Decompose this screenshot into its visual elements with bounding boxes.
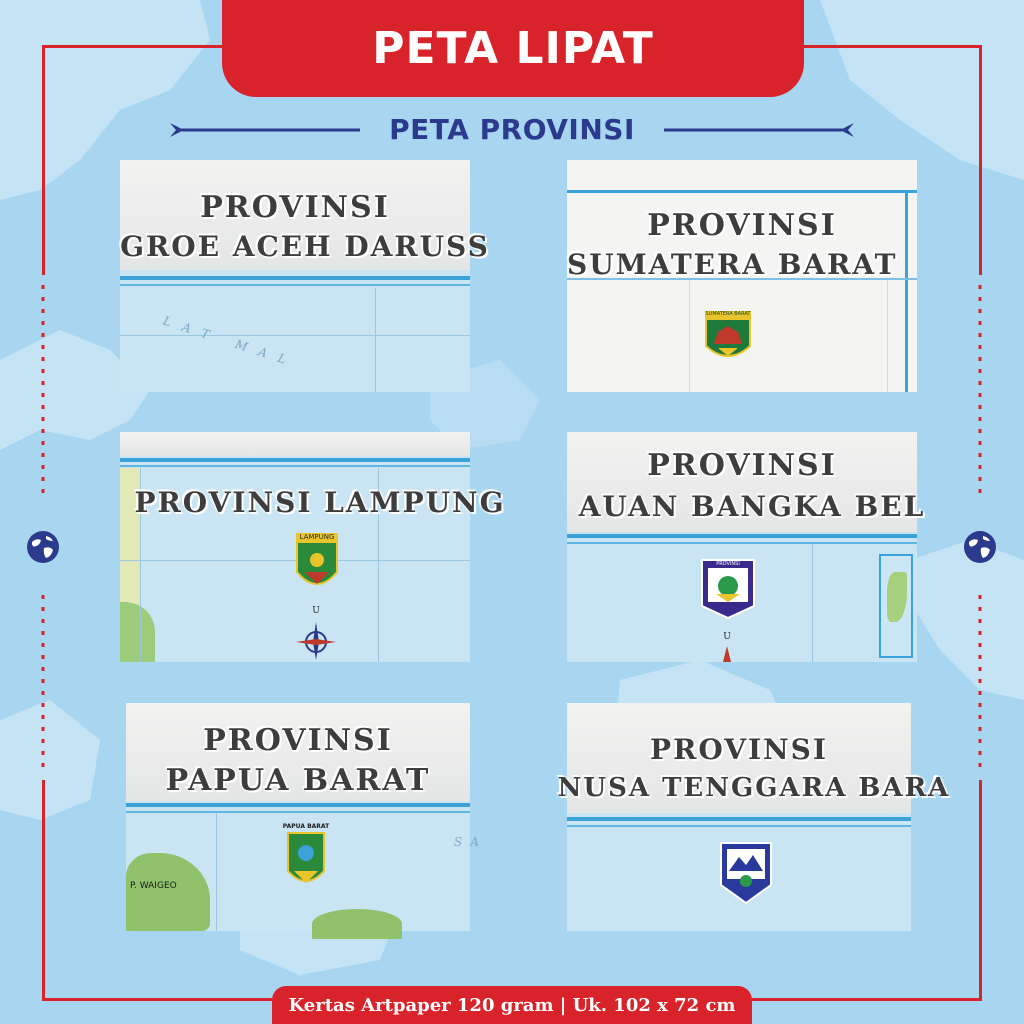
map-panel-papua-barat: [126, 703, 487, 931]
frame-dots-left-top: [41, 285, 45, 500]
frame-top-right: [804, 45, 982, 48]
frame-dots-right-top: [978, 285, 982, 500]
frame-top-left: [42, 45, 222, 48]
panel-title-line1: PROVINSI: [203, 723, 393, 758]
province-emblem: [719, 841, 773, 905]
globe-icon: [963, 530, 997, 564]
province-emblem: [700, 558, 756, 620]
frame-left-lower: [42, 780, 45, 1000]
page-subtitle: PETA PROVINSI: [389, 113, 635, 146]
panel-title-line1: PROVINSI: [650, 733, 828, 766]
title-banner: [222, 0, 804, 97]
frame-bottom-right: [752, 998, 982, 1001]
frame-dots-left-bottom: [41, 595, 45, 775]
map-panel-sumatera-barat: [567, 160, 917, 392]
sea-label: SA: [454, 835, 487, 849]
frame-right-lower: [979, 780, 982, 1000]
page-title: PETA LIPAT: [372, 23, 654, 74]
emblem-label: LAMPUNG: [299, 533, 335, 541]
panel-title-line2: GROE ACEH DARUSS: [120, 230, 490, 263]
frame-right-upper: [979, 45, 982, 275]
province-emblem: [282, 823, 330, 891]
frame-bottom-left: [42, 998, 272, 1001]
panel-title-line1: PROVINSI: [647, 448, 837, 483]
globe-icon: [26, 530, 60, 564]
panel-title-line2: AUAN BANGKA BEL: [578, 490, 926, 523]
panel-title-line1: PROVINSI LAMPUNG: [134, 486, 506, 519]
map-panel-lampung: [120, 432, 506, 662]
panel-title-line2: PAPUA BARAT: [165, 763, 431, 798]
compass-rose-icon: [291, 606, 341, 660]
place-label: P. WAIGEO: [130, 881, 177, 891]
compass-rose-icon: [715, 632, 739, 662]
frame-left-upper: [42, 45, 45, 275]
compass-north-label: U: [723, 632, 731, 642]
emblem-label: SUMATERA BARAT: [705, 311, 751, 317]
sea-label: LAT MAL: [161, 313, 300, 371]
panel-title-line1: PROVINSI: [200, 190, 390, 225]
compass-north-label: U: [312, 606, 320, 616]
map-panel-bangka-belitung: [567, 432, 926, 662]
frame-dots-right-bottom: [978, 595, 982, 775]
panel-title-line1: PROVINSI: [647, 208, 837, 243]
footer-bar: [272, 986, 752, 1024]
province-emblem: [295, 532, 339, 596]
map-panel-ntb: [557, 703, 951, 931]
province-emblem: [704, 310, 752, 364]
panel-title-line2: SUMATERA BARAT: [567, 248, 898, 281]
map-panel-aceh: [120, 160, 490, 392]
footer-text: Kertas Artpaper 120 gram | Uk. 102 x 72 cm: [288, 994, 736, 1016]
panel-title-line2: NUSA TENGGARA BARA: [557, 773, 951, 803]
emblem-label: PROVINSI: [716, 561, 740, 567]
emblem-label: PAPUA BARAT: [282, 823, 330, 830]
